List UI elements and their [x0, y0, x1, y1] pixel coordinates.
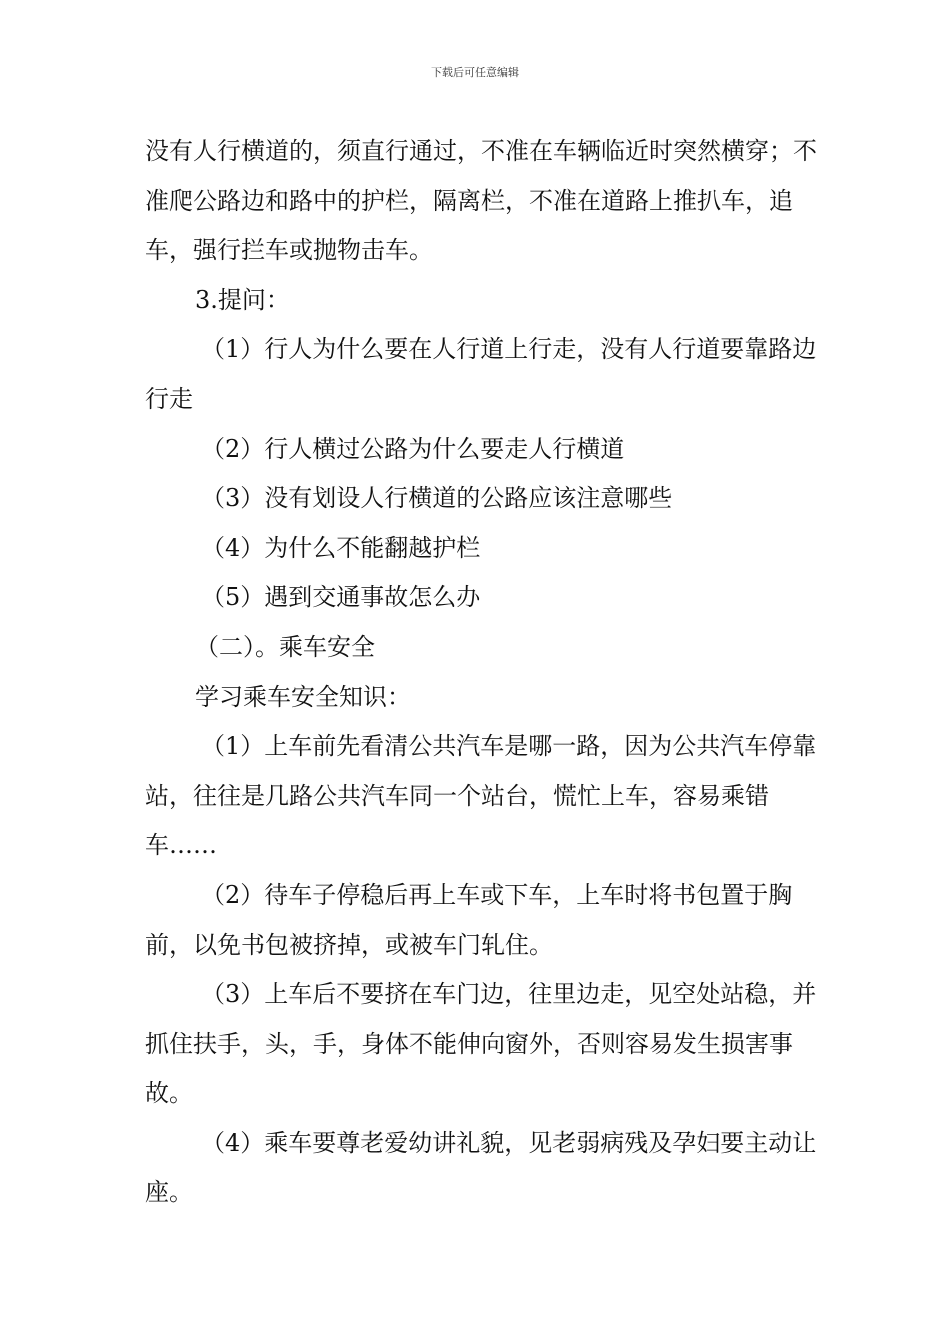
- question-1: （1）行人为什么要在人行道上行走，没有人行道要靠路边行走: [145, 335, 817, 413]
- riding-tip-2: （2）待车子停稳后再上车或下车，上车时将书包置于胸前，以免书包被挤掉，或被车门轧住。: [145, 880, 793, 959]
- paragraph-learn-riding-safety: 学习乘车安全知识：: [195, 682, 411, 711]
- page-header: 下载后可任意编辑: [431, 66, 519, 79]
- question-3: （3）没有划设人行横道的公路应该注意哪些: [201, 484, 673, 513]
- riding-tip-4: （4）乘车要尊老爱幼讲礼貌，见老弱病残及孕妇要主动让座。: [145, 1128, 817, 1207]
- question-2: （2）行人横过公路为什么要走人行横道: [201, 434, 625, 463]
- riding-tip-3: （3）上车后不要挤在车门边，往里边走，见空处站稳，并抓住扶手，头，手，身体不能伸向窗外，否则容易发生损害事故。: [145, 980, 817, 1108]
- section-heading-riding-safety: （二）。乘车安全: [195, 632, 375, 661]
- question-5: （5）遇到交通事故怎么办: [201, 583, 481, 612]
- paragraph-questions-heading: 3.提问：: [195, 285, 290, 314]
- question-4: （4）为什么不能翻越护栏: [201, 533, 481, 562]
- riding-tip-1: （1）上车前先看清公共汽车是哪一路，因为公共汽车停靠站，往往是几路公共汽车同一个站台，慌忙上车，容易乘错车……: [145, 732, 817, 860]
- document-body: [145, 127, 825, 1218]
- paragraph-crossing-rules: 没有人行横道的，须直行通过，不准在车辆临近时突然横穿；不准爬公路边和路中的护栏，隔离栏，不准在道路上推扒车，追车，强行拦车或抛物击车。: [145, 137, 817, 265]
